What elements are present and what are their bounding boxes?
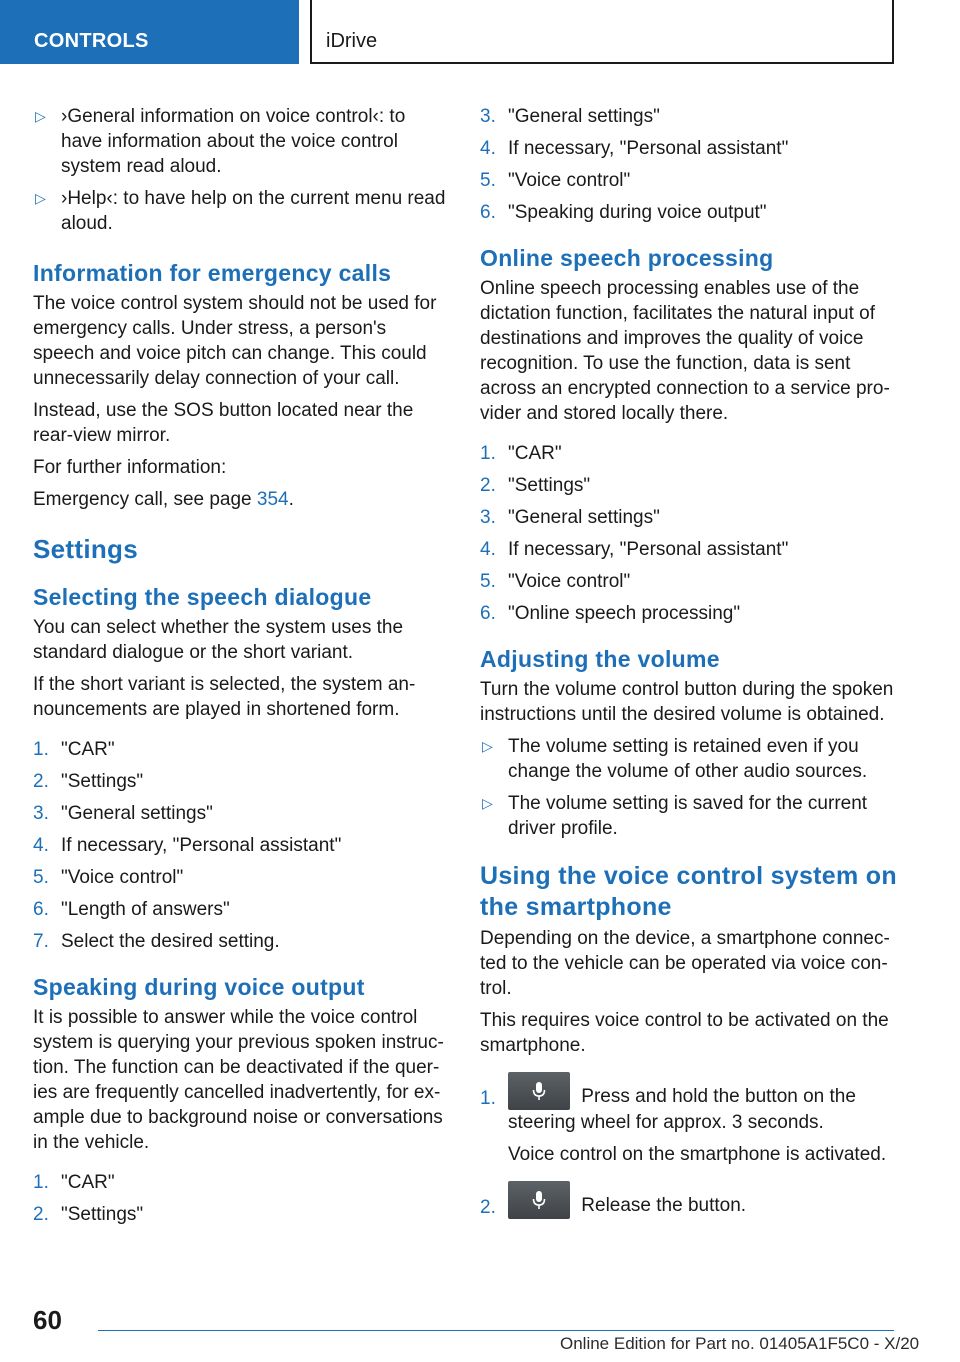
list-item: 2. "Settings" [480, 475, 591, 496]
paragraph: If the short variant is selected, the system announcements are played in shortened form. [33, 674, 416, 720]
paragraph: The voice control system should not be used for emergency calls. Under stress, a person's speech and voice pitch can change. This could unnecessarily delay connection of your call. [33, 293, 437, 389]
list-item: 6. "Length of answers" [33, 899, 230, 920]
list-item: 3. "General settings" [480, 507, 660, 528]
microphone-icon [531, 1081, 547, 1101]
list-item: 3. "General settings" [480, 106, 660, 127]
paragraph: Emergency call, see page 354. [33, 489, 294, 510]
microphone-icon [531, 1190, 547, 1210]
list-item: 1. Press and hold the button on the steering wheel for approx. 3 seconds. [480, 1072, 898, 1135]
list-item: ▷ The volume setting is saved for the current driver profile. [482, 793, 868, 839]
footer-text: Online Edition for Part no. 01405A1F5C0 - X/20 [560, 1334, 920, 1353]
list-item: ▷ ›Help‹: to have help on the current menu read aloud. [35, 188, 446, 234]
right-column [480, 104, 898, 1226]
triangle-bullet-icon: ▷ [35, 108, 46, 124]
paragraph: For further information: [33, 457, 227, 478]
section-tab [0, 0, 299, 64]
paragraph: Turn the volume control button during the spoken instructions until the desired volume is obtained. [480, 679, 894, 725]
list-item: 1. "CAR" [480, 443, 562, 464]
list-item: 1. "CAR" [33, 1172, 115, 1193]
chapter-title: iDrive [326, 30, 378, 52]
chapter-header [310, 0, 894, 64]
list-item: 6. "Speaking during voice output" [480, 202, 767, 223]
paragraph: Instead, use the SOS button located near the rear-view mirror. [33, 400, 414, 446]
list-item: 4. If necessary, "Personal assistant" [480, 539, 789, 560]
paragraph: Online speech processing enables use of the dictation function, facilitates the natural input of destinations and improves the quality of voice recognition. To use the function, data is sent across an encrypted connection to a service provider and stored locally there. [480, 278, 890, 424]
heading-online: Online speech processing [480, 245, 774, 271]
heading-emergency: Information for emergency calls [33, 260, 392, 286]
heading-settings: Settings [33, 534, 138, 564]
left-column [33, 104, 451, 1234]
list-item: 5. "Voice control" [480, 571, 631, 592]
triangle-bullet-icon: ▷ [482, 738, 493, 754]
heading-speaking: Speaking during voice output [33, 974, 365, 1000]
list-item: 5. "Voice control" [480, 170, 631, 191]
list-item: ▷ ›General information on voice control‹: to have information about the voice control system read aloud. [35, 106, 406, 177]
triangle-bullet-icon: ▷ [35, 190, 46, 206]
heading-volume: Adjusting the volume [480, 646, 720, 672]
section-title: CONTROLS [34, 30, 149, 52]
list-item: 3. "General settings" [33, 803, 213, 824]
voice-button-image [508, 1181, 570, 1219]
list-item: 2. "Settings" [33, 771, 144, 792]
list-item: 1. "CAR" [33, 739, 115, 760]
list-item: 7. Select the desired setting. [33, 931, 280, 952]
paragraph: Voice control on the smartphone is activated. [508, 1144, 887, 1165]
list-item: 2. "Settings" [33, 1204, 144, 1225]
page-link[interactable]: 354 [256, 489, 289, 510]
page-number: 60 [33, 1305, 62, 1335]
paragraph: This requires voice control to be activated on the smartphone. [480, 1010, 889, 1056]
heading-dialogue: Selecting the speech dialogue [33, 584, 372, 610]
triangle-bullet-icon: ▷ [482, 795, 493, 811]
footer-divider [98, 1330, 894, 1331]
list-item: 2. Release the button. [480, 1181, 898, 1219]
list-item: ▷ The volume setting is retained even if you change the volume of other audio sources. [482, 736, 868, 782]
voice-button-image [508, 1072, 570, 1110]
paragraph: You can select whether the system uses the standard dialogue or the short variant. [33, 617, 404, 663]
list-item: 4. If necessary, "Personal assistant" [480, 138, 789, 159]
paragraph: It is possible to answer while the voice control system is querying your previous spoken instruction. The function can be deactivated if the queries are frequently cancelled inadvertently, for example due to background noise or conversations in the vehicle. [33, 1007, 444, 1153]
paragraph: Depending on the device, a smartphone connected to the vehicle can be operated via voice control. [480, 928, 890, 999]
heading-smartphone: Using the voice control system on the smartphone [480, 862, 897, 921]
list-item: 6. "Online speech processing" [480, 603, 741, 624]
list-item: 4. If necessary, "Personal assistant" [33, 835, 342, 856]
list-item: 5. "Voice control" [33, 867, 184, 888]
